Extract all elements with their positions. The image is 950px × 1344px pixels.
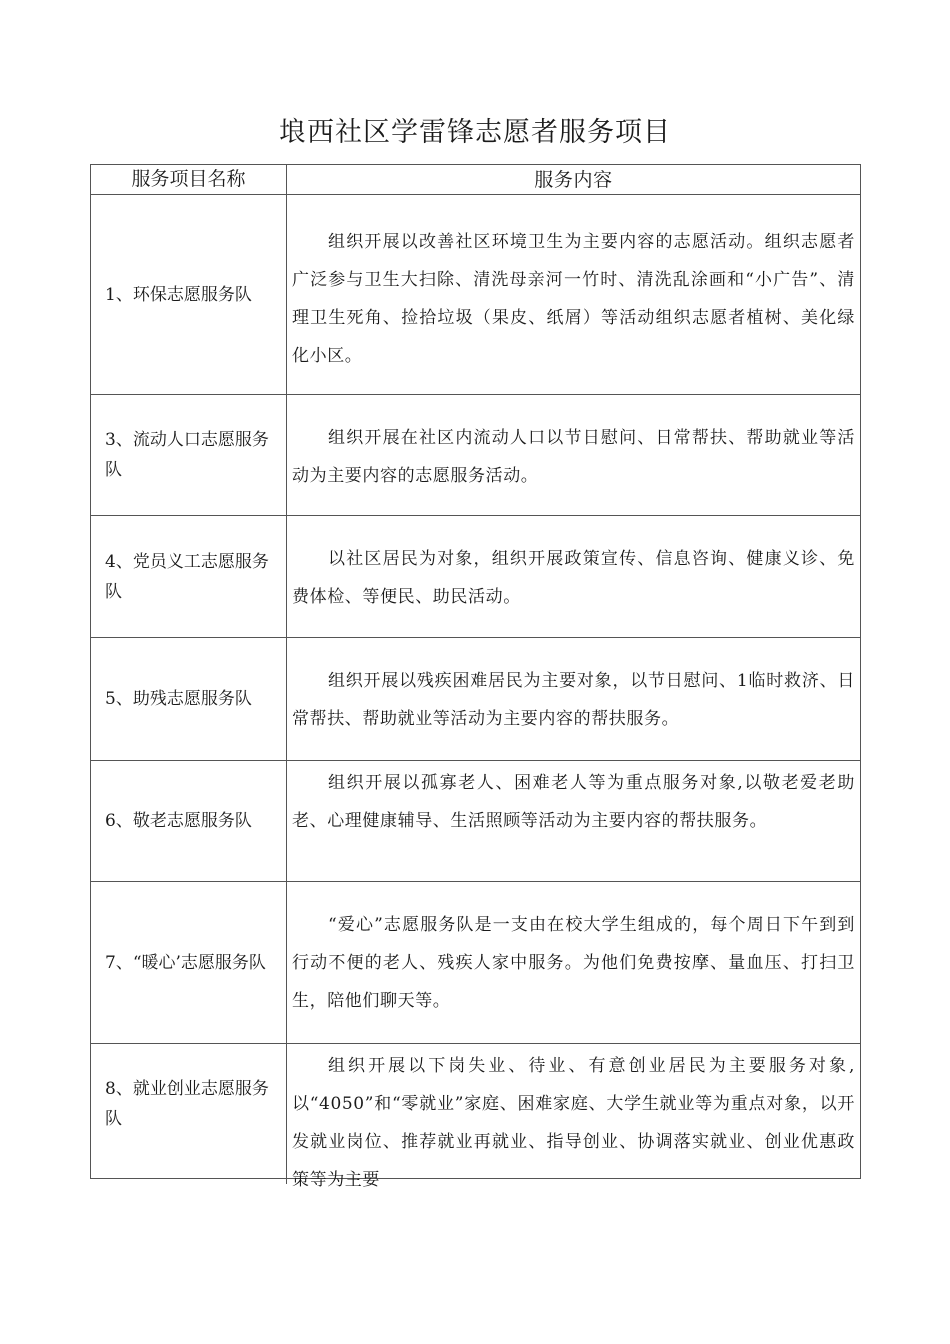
table-row [91,638,860,761]
project-content: 组织开展以残疾困难居民为主要对象，以节日慰问、1临时救济、日常帮扶、帮助就业等活动为主要内容的帮扶服务。 [292,671,855,729]
project-name: 8、就业创业志愿服务队 [105,1079,269,1129]
table-header-row [91,165,860,195]
project-content: “爱心”志愿服务队是一支由在校大学生组成的，每个周日下午到到行动不便的老人、残疾人家中服务。为他们免费按摩、量血压、打扫卫生，陪他们聊天等。 [292,915,855,1011]
table-row [91,516,860,638]
table-row [91,761,860,882]
project-content: 组织开展以改善社区环境卫生为主要内容的志愿活动。组织志愿者广泛参与卫生大扫除、清洗母亲河一竹时、清洗乱涂画和“小广告”、清理卫生死角、捡拾垃圾（果皮、纸屑）等活动组织志愿者植树、美化绿化小区。 [292,232,855,366]
project-content: 以社区居民为对象，组织开展政策宣传、信息咨询、健康义诊、免费体检、等便民、助民活动。 [292,549,855,607]
table-row [91,195,860,395]
project-name: 1、环保志愿服务队 [105,284,252,305]
project-name: 4、党员义工志愿服务队 [105,551,269,602]
header-service-content: 服务内容 [534,168,613,191]
project-content: 组织开展在社区内流动人口以节日慰问、日常帮扶、帮助就业等活动为主要内容的志愿服务活动。 [292,428,855,486]
header-project-name: 服务项目名称 [131,168,246,190]
table-row [91,395,860,516]
project-name: 6、敬老志愿服务队 [105,811,252,831]
project-name: 3、流动人口志愿服务队 [105,430,269,480]
table-row [91,882,860,1044]
table-row [91,1044,860,1190]
project-name: 5、助残志愿服务队 [105,689,252,709]
page-title: 埌西社区学雷锋志愿者服务项目 [279,117,671,148]
service-table [90,164,861,1190]
project-content: 组织开展以下岗失业、待业、有意创业居民为主要服务对象,以“4050”和“零就业”家庭、困难家庭、大学生就业等为重点对象，以开发就业岗位、推荐就业再就业、指导创业、协调落实就业、创业优惠政策等为主要 [292,1056,855,1190]
project-name: 7、“暖心’志愿服务队 [105,952,266,973]
project-content: 组织开展以孤寡老人、困难老人等为重点服务对象,以敬老爱老助老、心理健康辅导、生活照顾等活动为主要内容的帮扶服务。 [292,773,855,831]
